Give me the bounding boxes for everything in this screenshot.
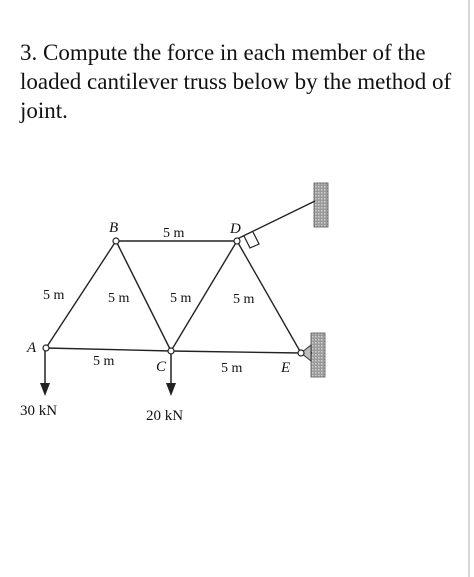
node-label-a: A [27, 340, 37, 356]
node-label-d: D [230, 221, 241, 237]
member-label-ce: 5 m [221, 361, 243, 376]
lower-wall-support [311, 333, 325, 377]
load-label-a: 30 kN [20, 403, 58, 419]
node-label-e: E [281, 360, 291, 376]
member-label-bc: 5 m [108, 291, 130, 306]
member-ce [171, 351, 301, 353]
member-label-bd: 5 m [163, 226, 185, 241]
member-ac [46, 348, 171, 351]
node-label-b: B [109, 220, 119, 236]
load-label-c: 20 kN [146, 408, 184, 424]
joint-a [43, 345, 49, 351]
problem-statement: 3. Compute the force in each member of the loaded cantilever truss below by the method of joint. [20, 40, 452, 123]
cable-d-to-wall [237, 201, 315, 239]
load-arrow-c-head [166, 383, 176, 396]
member-label-ac: 5 m [93, 354, 115, 369]
upper-wall-support [314, 183, 328, 227]
member-label-de: 5 m [233, 292, 255, 307]
load-arrow-a-head [40, 383, 50, 396]
joint-b [113, 238, 119, 244]
node-label-c: C [156, 359, 167, 375]
member-label-cd: 5 m [170, 291, 192, 306]
joint-c [168, 348, 174, 354]
joint-e [298, 350, 304, 356]
member-label-ab: 5 m [43, 288, 65, 303]
joint-d [234, 238, 240, 244]
